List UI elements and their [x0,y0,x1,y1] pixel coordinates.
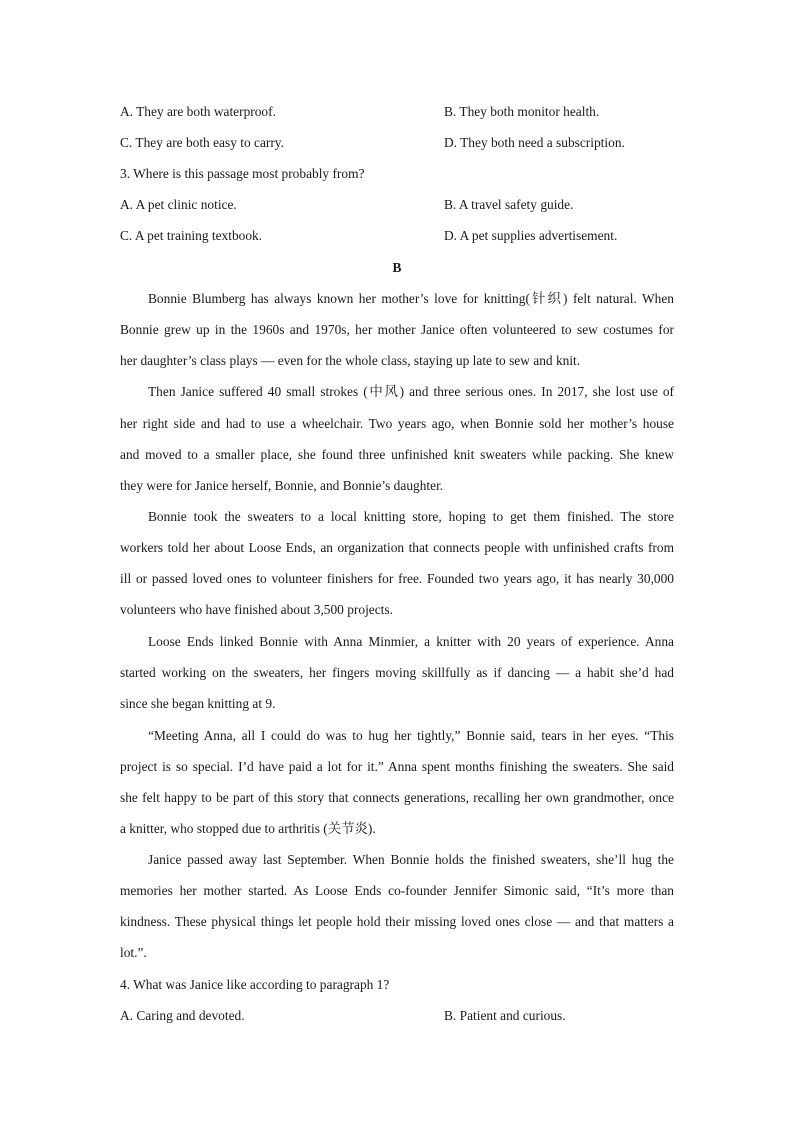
q4-options-row-1 [120,1006,676,1026]
passage-line: volunteers who have finished about 3,500 projects. [120,602,393,617]
passage-line: Loose Ends linked Bonnie with Anna Minmier, a knitter with 20 years of experience. Anna [148,634,674,649]
passage-line: Then Janice suffered 40 small strokes (中风) and three serious ones. In 2017, she lost use of [148,384,674,399]
q3-option-b: B. A travel safety guide. [444,197,574,212]
q3-stem-text: 3. Where is this passage most probably from? [120,166,365,181]
q3-stem [120,164,676,184]
q3-options-row-1 [120,195,676,215]
passage-line: Bonnie grew up in the 1960s and 1970s, her mother Janice often volunteered to sew costumes for [120,322,674,337]
passage-line: she felt happy to be part of this story that connects generations, recalling her own grandmother, once [120,790,674,805]
passage-line: a knitter, who stopped due to arthritis (关节炎). [120,821,376,836]
q2-option-b: B. They both monitor health. [444,104,600,119]
q4-option-a: A. Caring and devoted. [120,1008,245,1023]
q3-option-c: C. A pet training textbook. [120,228,263,243]
passage-line: project is so special. I’d have paid a lot for it.” Anna spent months finishing the sweaters. She said [120,759,674,774]
q4-option-b: B. Patient and curious. [444,1008,566,1023]
q2-options-row-1 [120,102,676,122]
section-b-heading: B [392,260,402,275]
passage-line: her daughter’s class plays — even for the whole class, staying up late to sew and knit. [120,353,581,368]
passage-line: memories her mother started. As Loose Ends co-founder Jennifer Simonic said, “It’s more than [120,883,674,898]
q4-stem-text: 4. What was Janice like according to paragraph 1? [120,977,390,992]
passage-line: her right side and had to use a wheelchair. Two years ago, when Bonnie sold her mother’s house [120,416,674,431]
q2-option-d: D. They both need a subscription. [444,135,625,150]
passage-line: kindness. These physical things let people hold their missing loved ones close — and that matters a [120,914,674,929]
passage-line: Janice passed away last September. When Bonnie holds the finished sweaters, she’ll hug the [148,852,674,867]
q2-option-c: C. They are both easy to carry. [120,135,284,150]
q2-options-row-2 [120,133,676,153]
passage-line: started working on the sweaters, her fingers moving skillfully as if dancing — a habit she’d had [120,665,674,680]
q3-option-a: A. A pet clinic notice. [120,197,237,212]
passage-line: Bonnie Blumberg has always known her mother’s love for knitting(针织) felt natural. When [148,291,674,306]
q3-options-row-2 [120,226,676,246]
passage-line: Bonnie took the sweaters to a local knitting store, hoping to get them finished. The store [148,509,674,524]
q3-option-d: D. A pet supplies advertisement. [444,228,618,243]
passage-line: “Meeting Anna, all I could do was to hug her tightly,” Bonnie said, tears in her eyes. “This [148,728,674,743]
passage-line: they were for Janice herself, Bonnie, and Bonnie’s daughter. [120,478,444,493]
q4-stem [120,975,676,995]
q2-option-a: A. They are both waterproof. [120,104,276,119]
passage-line: since she began knitting at 9. [120,696,276,711]
passage-line: and moved to a smaller place, she found three unfinished knit sweaters while packing. She knew [120,447,674,462]
passage-line: ill or passed loved ones to volunteer finishers for free. Founded two years ago, it has nearly 30,000 [120,571,674,586]
passage-line: lot.”. [120,945,147,960]
passage-line: workers told her about Loose Ends, an organization that connects people with unfinished crafts from [120,540,674,555]
